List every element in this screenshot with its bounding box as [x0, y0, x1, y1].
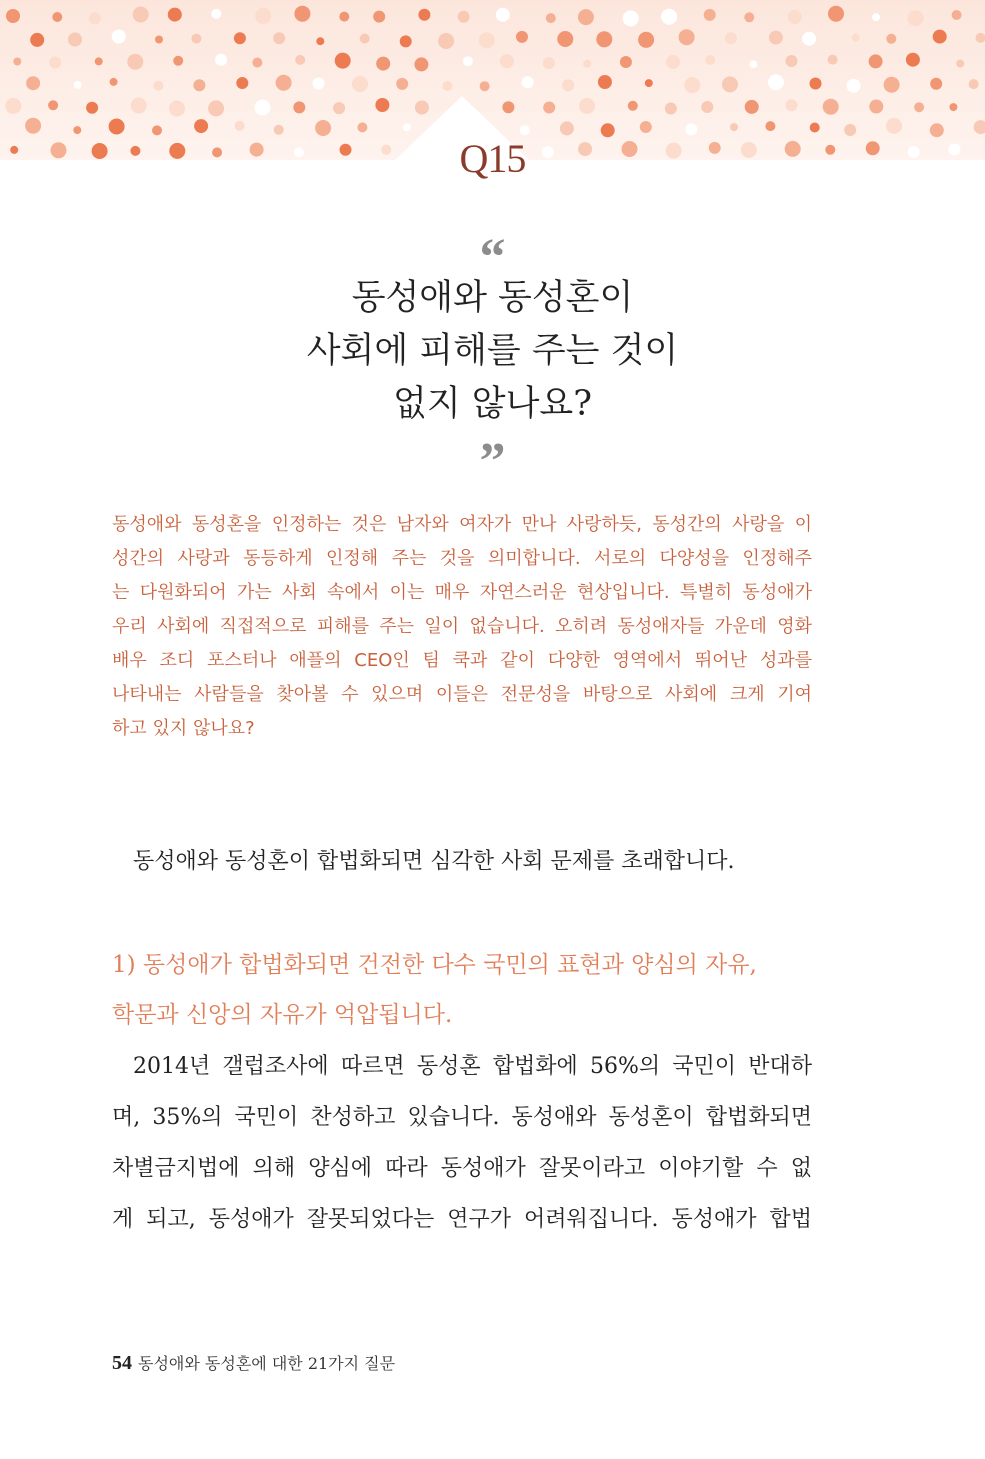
polka-dot	[49, 57, 61, 69]
polka-dot	[886, 118, 902, 134]
polka-dot	[828, 55, 838, 65]
question-line: 성간의 사랑과 동등하게 인정해 주는 것을 의미합니다. 서로의 다양성을 인정해주	[112, 548, 812, 569]
polka-dot	[645, 79, 653, 87]
polka-dot	[543, 102, 555, 114]
body-paragraph	[112, 1041, 812, 1245]
polka-dot	[952, 10, 962, 20]
polka-dot	[560, 121, 574, 135]
polka-dot	[500, 54, 514, 68]
answer-statement: 동성애와 동성혼이 합법화되면 심각한 사회 문제를 초래합니다.	[133, 849, 735, 874]
polka-dot	[884, 77, 900, 93]
polka-dot	[194, 119, 208, 133]
polka-dot	[596, 31, 612, 47]
polka-dot	[168, 8, 182, 22]
polka-dot	[133, 7, 149, 23]
open-quote-mark: “	[479, 229, 506, 286]
polka-dot	[949, 103, 957, 111]
polka-dot	[127, 54, 143, 70]
polka-dot	[352, 76, 368, 92]
polka-dot	[730, 123, 738, 131]
polka-dot	[579, 98, 595, 114]
question-line: 하고 있지 않나요?	[112, 718, 255, 739]
section-heading	[112, 940, 812, 1040]
polka-dot	[725, 32, 737, 44]
polka-dot	[313, 78, 325, 90]
polka-dot	[6, 9, 20, 23]
polka-dot	[254, 100, 270, 116]
polka-dot	[274, 125, 284, 135]
polka-dot	[956, 60, 964, 68]
section-heading-line: 학문과 신앙의 자유가 억압됩니다.	[112, 1002, 453, 1028]
polka-dot	[74, 81, 82, 89]
polka-dot	[852, 34, 860, 42]
polka-dot	[583, 60, 591, 68]
polka-dot	[872, 13, 880, 21]
polka-dot	[403, 123, 411, 131]
polka-dot	[73, 126, 81, 134]
polka-dot	[131, 98, 147, 114]
page-title	[0, 272, 985, 431]
chapter-label: Q15	[459, 136, 526, 181]
close-quote-mark: ”	[479, 433, 506, 490]
polka-dot	[557, 31, 573, 47]
polka-dot	[701, 101, 713, 113]
polka-dot	[640, 121, 652, 133]
polka-dot	[293, 101, 305, 113]
polka-dot	[215, 54, 227, 66]
polka-dot	[786, 99, 798, 111]
polka-dot	[480, 81, 490, 91]
title-line: 동성애와 동성혼이	[351, 278, 634, 318]
polka-dot	[357, 122, 367, 132]
polka-dot	[844, 124, 856, 136]
polka-dot	[685, 123, 697, 135]
body-line: 2014년 갤럽조사에 따르면 동성혼 합법화에 56%의 국민이 반대하	[133, 1054, 812, 1079]
polka-dot	[744, 12, 754, 22]
question-line: 나타내는 사람들을 찾아볼 수 있으며 이들은 전문성을 바탕으로 사회에 크게 기여	[112, 684, 812, 705]
polka-dot	[236, 77, 248, 89]
polka-dot	[376, 57, 390, 71]
polka-dot	[908, 10, 924, 26]
polka-dot	[316, 37, 324, 45]
polka-dot	[414, 57, 428, 71]
polka-dot	[211, 9, 221, 19]
polka-dot	[802, 32, 816, 46]
polka-dot	[5, 98, 21, 114]
polka-dot	[578, 9, 594, 25]
polka-dot	[95, 57, 103, 65]
polka-dot	[869, 100, 883, 114]
polka-dot	[933, 30, 947, 44]
polka-dot	[522, 76, 534, 88]
polka-dot	[193, 79, 205, 91]
polka-dot	[666, 55, 680, 69]
polka-dot	[847, 79, 861, 93]
polka-dot	[520, 125, 530, 135]
polka-dot	[255, 8, 271, 24]
polka-dot	[679, 29, 695, 45]
polka-dot	[295, 55, 305, 65]
polka-dot	[173, 56, 183, 66]
polka-dot	[628, 101, 638, 111]
polka-dot	[516, 31, 528, 43]
polka-dot	[191, 34, 201, 44]
polka-dot	[828, 6, 844, 22]
polka-dot	[914, 102, 924, 112]
polka-dot	[661, 9, 677, 25]
polka-dot	[810, 123, 820, 133]
polka-dot	[974, 120, 985, 134]
polka-dot	[373, 11, 385, 23]
polka-dot	[598, 75, 612, 89]
polka-dot	[13, 58, 21, 66]
polka-dot	[273, 32, 285, 44]
polka-dot	[109, 119, 125, 135]
question-line: 우리 사회에 직접적으로 피해를 주는 일이 없습니다. 오히려 동성애자들 가운데 영화	[112, 616, 812, 637]
question-paragraph	[112, 508, 812, 746]
polka-dot	[155, 36, 163, 44]
polka-dot	[546, 13, 556, 23]
question-line: 동성애와 동성혼을 인정하는 것은 남자와 여자가 만나 사랑하듯, 동성간의 사랑을 이	[112, 514, 812, 535]
polka-dot	[339, 12, 349, 22]
polka-dot	[745, 100, 759, 114]
polka-dot	[788, 10, 802, 24]
polka-dot	[823, 99, 839, 115]
question-line: 배우 조디 포스터나 애플의 CEO인 팀 쿡과 같이 다양한 영역에서 뛰어난 성과를	[112, 650, 812, 671]
polka-dot	[30, 33, 44, 47]
polka-dot	[375, 98, 389, 112]
polka-dot	[620, 56, 632, 68]
polka-dot	[786, 55, 798, 67]
polka-dot	[68, 33, 82, 47]
polka-dot	[665, 103, 677, 115]
polka-dot	[869, 54, 883, 68]
polka-dot	[969, 79, 979, 89]
polka-dot	[396, 78, 408, 90]
polka-dot	[415, 101, 429, 115]
polka-dot	[479, 32, 495, 48]
polka-dot	[153, 81, 163, 91]
polka-dot	[48, 100, 58, 110]
polka-dot	[418, 9, 430, 21]
polka-dot	[234, 32, 246, 44]
polka-dot	[26, 76, 40, 90]
polka-dot	[976, 33, 985, 43]
polka-dot	[543, 57, 555, 69]
polka-dot	[769, 31, 783, 45]
polka-dot	[252, 58, 262, 68]
polka-dot	[400, 35, 412, 47]
polka-dot	[463, 56, 473, 66]
polka-dot	[458, 11, 470, 23]
polka-dot	[638, 32, 654, 48]
page-footer	[112, 1350, 395, 1377]
polka-dot	[315, 120, 331, 136]
polka-dot	[906, 53, 920, 67]
polka-dot	[333, 102, 345, 114]
polka-dot	[335, 53, 351, 69]
polka-dot	[443, 81, 453, 91]
question-line: 는 다원화되어 가는 사회 속에서 이는 매우 자연스러운 현상입니다. 특별히 동성애가	[112, 582, 812, 603]
polka-dot	[276, 75, 292, 91]
polka-dot	[112, 30, 126, 44]
polka-dot	[110, 78, 118, 86]
polka-dot	[502, 101, 514, 113]
polka-dot	[722, 76, 738, 92]
polka-dot	[810, 78, 822, 90]
polka-dot	[438, 33, 454, 49]
polka-dot	[25, 118, 41, 134]
polka-dot	[152, 125, 162, 135]
body-line: 며, 35%의 국민이 찬성하고 있습니다. 동성애와 동성혼이 합법화되면	[112, 1105, 812, 1130]
section-heading-line: 1) 동성애가 합법화되면 건전한 다수 국민의 표현과 양심의 자유,	[112, 952, 757, 978]
polka-dot	[52, 12, 62, 22]
title-line: 없지 않나요?	[393, 384, 592, 424]
page-number: 54	[112, 1352, 132, 1374]
title-line: 사회에 피해를 주는 것이	[306, 331, 679, 371]
polka-dot	[886, 34, 896, 44]
running-title: 동성애와 동성혼에 대한 21가지 질문	[138, 1354, 396, 1373]
polka-dot	[360, 34, 370, 44]
polka-dot	[765, 121, 775, 131]
polka-dot	[86, 102, 98, 114]
polka-dot	[705, 55, 715, 65]
polka-dot	[235, 121, 245, 131]
body-line: 게 되고, 동성애가 잘못되었다는 연구가 어려워집니다. 동성애가 합법	[112, 1207, 812, 1232]
polka-dot	[562, 79, 574, 91]
polka-dot	[684, 77, 700, 93]
polka-dot	[89, 12, 101, 24]
polka-dot	[704, 9, 716, 21]
polka-dot	[294, 6, 310, 22]
polka-dot	[768, 74, 784, 90]
polka-dot	[930, 78, 942, 90]
polka-dot	[623, 10, 639, 26]
polka-dot	[749, 60, 757, 68]
polka-dot	[169, 101, 185, 117]
body-line: 차별금지법에 의해 양심에 따라 동성애가 잘못이라고 이야기할 수 없	[112, 1156, 812, 1181]
polka-dot	[496, 8, 510, 22]
polka-dot	[208, 100, 224, 116]
